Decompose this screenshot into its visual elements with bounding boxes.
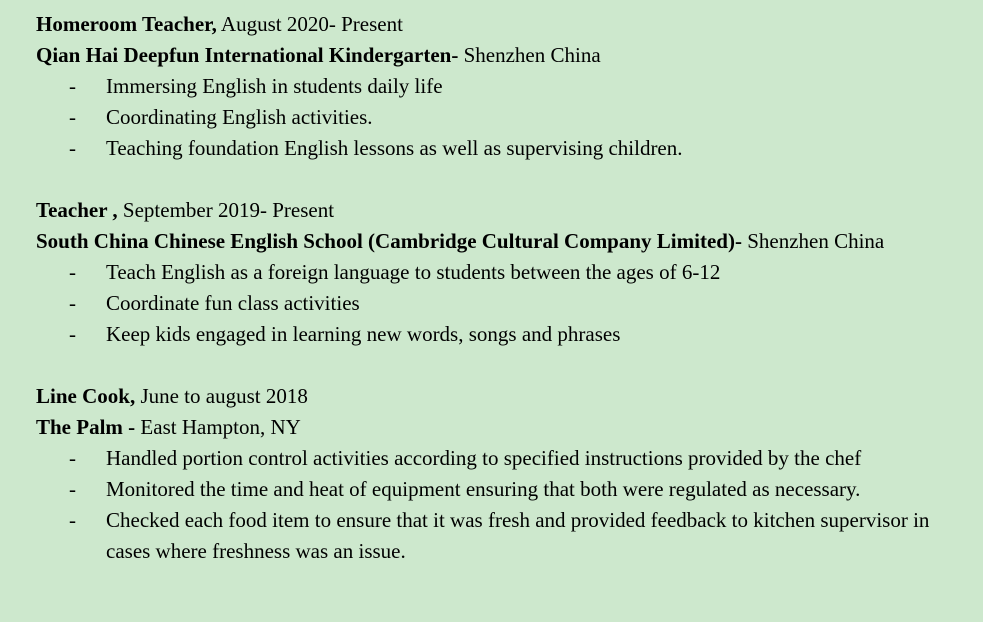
- job-heading: [36, 9, 963, 40]
- job-dates: September 2019- Present: [117, 198, 335, 222]
- employer-line: [36, 412, 963, 443]
- duty-text: Immersing English in students daily life: [106, 74, 443, 98]
- bullet-dash: -: [69, 322, 76, 346]
- job-entry-homeroom-teacher: [36, 9, 963, 164]
- job-title-separator: ,: [211, 12, 217, 36]
- employer-line: [36, 40, 963, 71]
- bullet-dash: -: [69, 508, 76, 532]
- duty-item: [36, 288, 963, 319]
- duty-text: Teach English as a foreign language to students between the ages of 6-12: [106, 260, 721, 284]
- job-heading: [36, 195, 963, 226]
- duty-text: Monitored the time and heat of equipment ensuring that both were regulated as necessary.: [106, 477, 861, 501]
- duty-item: [36, 71, 963, 102]
- duty-text: Coordinating English activities.: [106, 105, 373, 129]
- job-title: Line Cook: [36, 384, 130, 408]
- duty-item: [36, 102, 963, 133]
- duty-text: Teaching foundation English lessons as well as supervising children.: [106, 136, 683, 160]
- job-title-separator: ,: [129, 384, 136, 408]
- employer-location: East Hampton, NY: [135, 415, 301, 439]
- duty-text: Coordinate fun class activities: [106, 291, 360, 315]
- duties-list: [36, 443, 963, 567]
- employer-location: Shenzhen China: [458, 43, 601, 67]
- duty-item: [36, 505, 963, 567]
- duties-list: [36, 257, 963, 350]
- job-entry-teacher: [36, 195, 963, 350]
- bullet-dash: -: [69, 136, 76, 160]
- duty-text: Keep kids engaged in learning new words, songs and phrases: [106, 322, 621, 346]
- job-title-separator: ,: [107, 198, 118, 222]
- employer-name: Qian Hai Deepfun International Kindergarten: [36, 43, 452, 67]
- bullet-dash: -: [69, 74, 76, 98]
- duty-item: [36, 257, 963, 288]
- bullet-dash: -: [69, 260, 76, 284]
- employer-name: South China Chinese English School (Cambridge Cultural Company Limited): [36, 229, 735, 253]
- employer-separator: -: [451, 43, 459, 67]
- bullet-dash: -: [69, 105, 76, 129]
- duty-item: [36, 443, 963, 474]
- duty-item: [36, 474, 963, 505]
- employer-separator: -: [734, 229, 742, 253]
- duties-list: [36, 71, 963, 164]
- job-entry-line-cook: [36, 381, 963, 567]
- employer-separator: -: [122, 415, 136, 439]
- job-heading: [36, 381, 963, 412]
- employer-name: The Palm: [36, 415, 123, 439]
- bullet-dash: -: [69, 291, 76, 315]
- duty-item: [36, 133, 963, 164]
- duty-item: [36, 319, 963, 350]
- duty-text: Checked each food item to ensure that it was fresh and provided feedback to kitchen supervisor in cases where freshness was an issue.: [106, 508, 930, 563]
- bullet-dash: -: [69, 446, 76, 470]
- job-title: Teacher: [36, 198, 108, 222]
- employer-location: Shenzhen China: [741, 229, 885, 253]
- job-dates: June to august 2018: [135, 384, 308, 408]
- duty-text: Handled portion control activities according to specified instructions provided by the chef: [106, 446, 862, 470]
- job-title: Homeroom Teacher: [36, 12, 212, 36]
- employer-line: [36, 226, 963, 257]
- bullet-dash: -: [69, 477, 76, 501]
- job-dates: August 2020- Present: [216, 12, 403, 36]
